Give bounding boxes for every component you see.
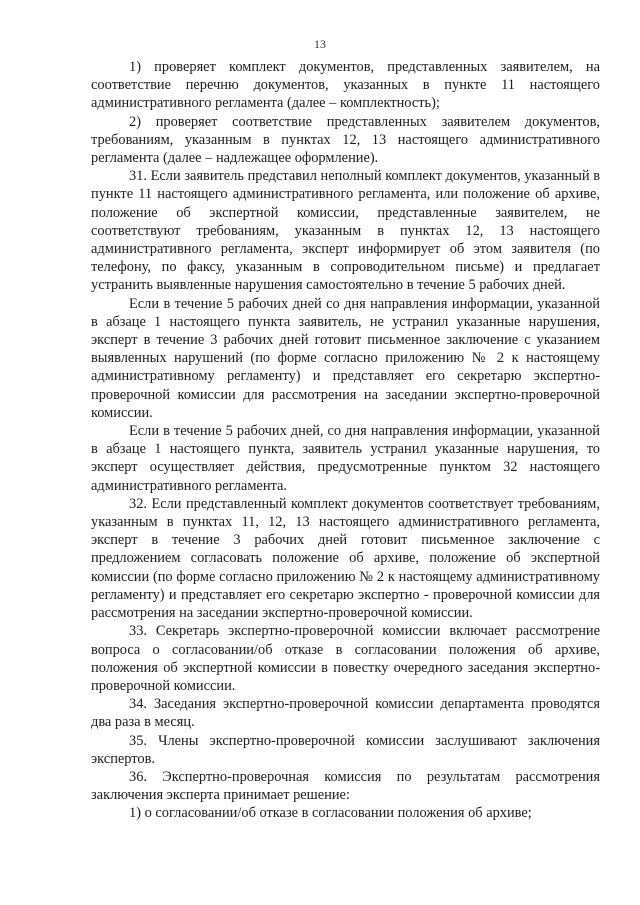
page-number: 13	[314, 37, 326, 51]
paragraph-item-33: 33. Секретарь экспертно-проверочной комиссии включает рассмотрение вопроса о согласовании/об отказе в согласовании положения об архиве, положения об экспертной комиссии в повестку очередного заседания экспертно-проверочной комиссии.	[91, 623, 600, 694]
paragraph-item-36-option-1: 1) о согласовании/об отказе в согласовании положения об архиве;	[129, 805, 532, 822]
paragraph-check-formatting: 2) проверяет соответствие представленных заявителем документов, требованиям, указанным в пунктах 12, 13 настоящего административного регламента (далее – надлежащее оформление).	[91, 113, 600, 167]
paragraph-item-31-fixed: Если в течение 5 рабочих дней, со дня направления информации, указанной в абзаце 1 настоящего пункта, заявитель устранил указанные нарушения, то эксперт осуществляет действия, предусмотренные пунктом 32 настоящего административного регламента.	[91, 423, 600, 494]
paragraph-item-32: 32. Если представленный комплект документов соответствует требованиям, указанным в пунктах 11, 12, 13 настоящего административного регламента, эксперт в течение 3 рабочих дней готовит письменное заключение с предложением согласовать положение об архиве, положение об экспертной комиссии (по форме согласно приложению № 2 к настоящему административному регламенту) и представляет его секретарю экспертно - проверочной комиссии для рассмотрения на заседании экспертно-проверочной комиссии.	[91, 495, 600, 622]
paragraph-item-36: 36. Экспертно-проверочная комиссия по результатам рассмотрения заключения эксперта принимает решение:	[91, 768, 600, 804]
paragraph-item-34: 34. Заседания экспертно-проверочной комиссии департамента проводятся два раза в месяц.	[91, 696, 600, 731]
paragraph-item-31: 31. Если заявитель представил неполный комплект документов, указанный в пункте 11 настоящего административного регламента, или положение об архиве, положение об экспертной комиссии, представленные заявителем, не соответствуют требованиям, указанным в пунктах 12, 13 настоящего административного регламента, эксперт информирует об этом заявителя (по телефону, по факсу, указанным в сопроводительном письме) и предлагает устранить выявленные нарушения самостоятельно в течение 5 рабочих дней.	[91, 168, 600, 294]
document-body	[91, 58, 600, 823]
paragraph-check-completeness: 1) проверяет комплект документов, представленных заявителем, на соответствие перечню документов, указанных в пункте 11 настоящего административного регламента (далее – комплектность);	[91, 59, 600, 112]
paragraph-item-31-not-fixed: Если в течение 5 рабочих дней со дня направления информации, указанной в абзаце 1 настоящего пункта заявитель, не устранил указанные нарушения, эксперт в течение 3 рабочих дней готовит письменное заключение с указанием выявленных нарушений (по форме согласно приложению № 2 к настоящему административному регламенту) и представляет его секретарю экспертно-проверочной комиссии для рассмотрения на заседании экспертно-проверочной комиссии.	[91, 295, 600, 421]
paragraph-item-35: 35. Члены экспертно-проверочной комиссии заслушивают заключения экспертов.	[91, 732, 600, 767]
